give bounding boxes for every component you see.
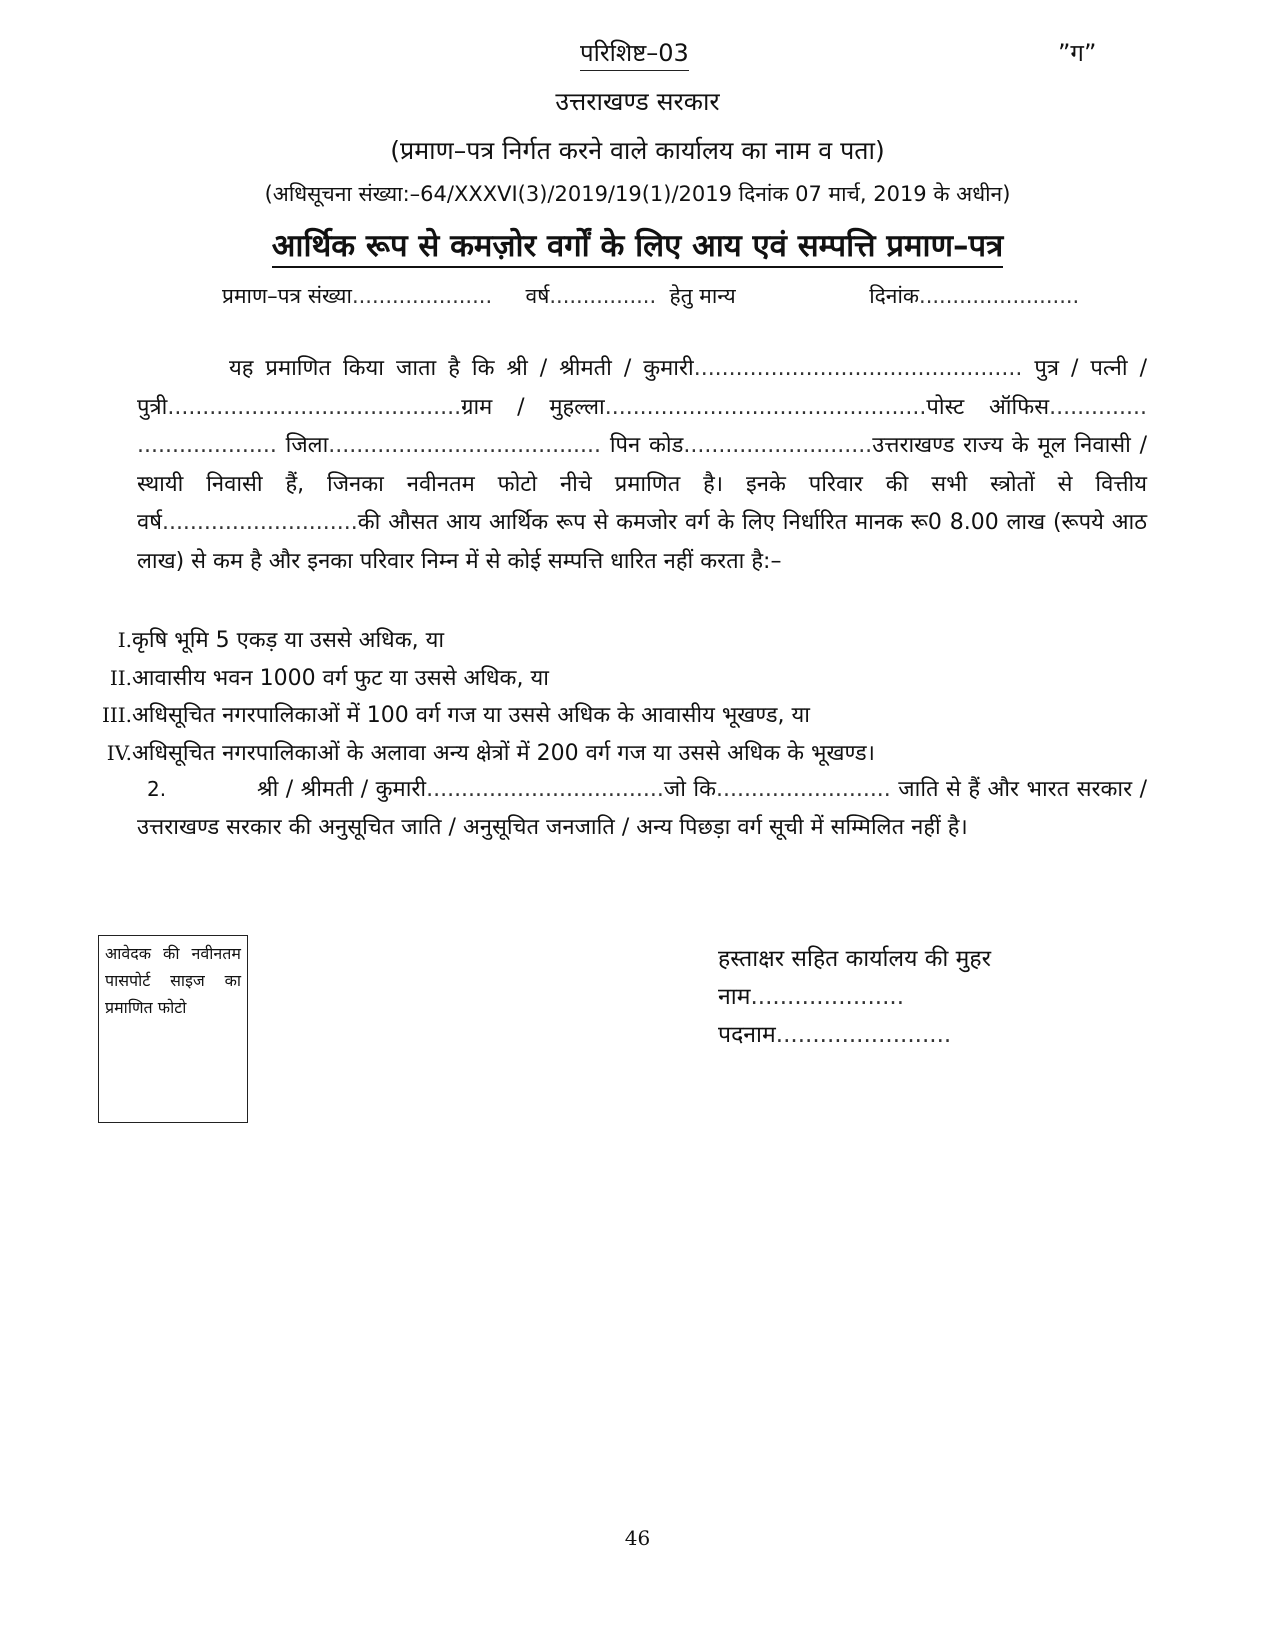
list-number: II.: [109, 665, 132, 690]
valid-label: हेतु मान्य: [669, 284, 736, 308]
certificate-number-line: प्रमाण–पत्र संख्या..................... वर्ष................ हेतु मान्य दिनांक........................: [222, 284, 1080, 308]
appendix-label: परिशिष्ट–03: [580, 36, 689, 71]
residence-text: उत्तराखण्ड राज्य के मूल निवासी / स्थायी निवासी हैं, जिनका नवीनतम फोटो नीचे प्रमाणित है। इनके परिवार की सभी स्त्रोतों से वित्तीय वर्ष: [137, 433, 1148, 536]
designation-line: पदनाम........................: [718, 1022, 952, 1048]
caste-name-label: श्री / श्रीमती / कुमारी: [257, 777, 427, 802]
name-line: नाम.....................: [718, 984, 905, 1010]
caste-who-label: जो कि: [663, 777, 716, 802]
list-number: IV.: [106, 740, 132, 765]
paragraph-number: 2.: [147, 777, 167, 801]
village-label: ग्राम / मुहल्ला: [461, 394, 605, 420]
caste-text: जाति से हैं और भारत सरकार / उत्तराखण्ड सरकार की अनुसूचित जाति / अनुसूचित जनजाति / अन्य पिछड़ा वर्ग सूची में सम्मिलित नहीं है।: [137, 777, 1148, 840]
relation-label: पुत्र / पत्नी / पुत्री: [137, 356, 1147, 420]
post-office-label: पोस्ट ऑफिस: [926, 394, 1050, 420]
photo-box: आवेदक की नवीनतम पासपोर्ट साइज का प्रमाणित फोटो: [98, 935, 248, 1123]
certificate-number-label: प्रमाण–पत्र संख्या: [222, 284, 352, 308]
year-label: वर्ष: [525, 284, 550, 308]
seal-label: हस्ताक्षर सहित कार्यालय की मुहर: [718, 946, 992, 972]
list-number: I.: [117, 628, 132, 652]
government-name: उत्तराखण्ड सरकार: [555, 87, 720, 116]
list-item: [90, 622, 875, 660]
date-label: दिनांक: [869, 284, 920, 308]
list-item: [90, 697, 875, 735]
list-item: [90, 735, 875, 773]
list-text: अधिसूचित नगरपालिकाओं में 100 वर्ग गज या उससे अधिक के आवासीय भूखण्ड, या: [132, 703, 810, 728]
designation-label: पदनाम: [718, 1022, 776, 1048]
property-list: [90, 622, 875, 772]
document-title: [0, 224, 1275, 266]
list-item: [90, 660, 875, 698]
list-text: कृषि भूमि 5 एकड़ या उससे अधिक, या: [132, 628, 445, 653]
list-text: आवासीय भवन 1000 वर्ग फुट या उससे अधिक, या: [132, 665, 549, 691]
list-text: अधिसूचित नगरपालिकाओं के अलावा अन्य क्षेत्रों में 200 वर्ग गज या उससे अधिक के भूखण्ड।: [132, 740, 876, 766]
pin-code-label: पिन कोड: [609, 433, 684, 459]
list-number: III.: [101, 703, 132, 727]
certificate-body: [137, 350, 1147, 582]
document-title-text: आर्थिक रूप से कमज़ोर वर्गों के लिए आय एवं सम्पत्ति प्रमाण–पत्र: [272, 228, 1003, 268]
district-label: जिला: [285, 433, 329, 459]
income-text: की औसत आय आर्थिक रूप से कमजोर वर्ग के लिए निर्धारित मानक रू0 8.00 लाख (रूपये आठ लाख) से कम है और इनका परिवार निम्न में से कोई सम्पत्ति धारित नहीं करता है:–: [137, 510, 1147, 574]
office-name-line: (प्रमाण–पत्र निर्गत करने वाले कार्यालय का नाम व पता): [390, 136, 885, 165]
caste-paragraph: 2. श्री / श्रीमती / कुमारी..................................जो कि......................... जाति से हैं और भारत सरकार / उत्तराखण्ड सरकार की अनुसूचित जाति / अनुसूचित जनजाति / अन्य पिछड़ा वर्ग सूची में सम्मिलित नहीं है।: [137, 770, 1147, 847]
page-number: 46: [624, 1526, 651, 1550]
name-label: नाम: [718, 984, 751, 1010]
body-intro: यह प्रमाणित किया जाता है कि श्री / श्रीमती / कुमारी: [229, 356, 694, 381]
body-paragraph: यह प्रमाणित किया जाता है कि श्री / श्रीमती / कुमारी............................................... पुत्र / पत्नी / पुत्री..........................................ग्राम / मुहल्ला..............................................पोस्ट ऑफिस.............. .................... जिला....................................... पिन कोड...........................उत्तराखण्ड राज्य के मूल निवासी / स्थायी निवासी हैं, जिनका नवीनतम फोटो नीचे प्रमाणित है। इनके परिवार की सभी स्त्रोतों से वित्तीय वर्ष............................की औसत आय आर्थिक रूप से कमजोर वर्ग के लिए निर्धारित मानक रू0 8.00 लाख (रूपये आठ लाख) से कम है और इनका परिवार निम्न में से कोई सम्पत्ति धारित नहीं करता है:–: [137, 356, 1148, 574]
form-mark: ”ग”: [1058, 39, 1097, 67]
signature-block: [718, 940, 991, 1054]
notification-line: (अधिसूचना संख्या:–64/XXXVI(3)/2019/19(1)/2019 दिनांक 07 मार्च, 2019 के अधीन): [264, 182, 1011, 206]
